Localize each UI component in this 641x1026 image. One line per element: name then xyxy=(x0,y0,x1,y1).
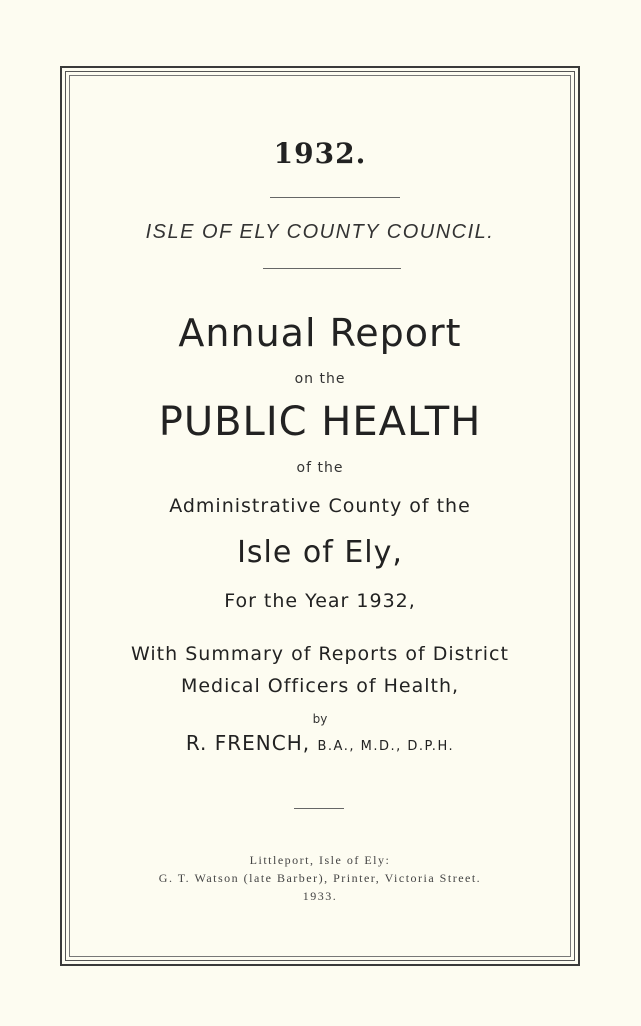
imprint-printer: G. T. Watson (late Barber), Printer, Victoria Street. xyxy=(158,871,482,885)
connector-of-the: of the xyxy=(296,460,344,476)
author-name: R. FRENCH, xyxy=(185,731,311,755)
summary-line-2: Medical Officers of Health, xyxy=(180,675,460,697)
divider-rule-bottom xyxy=(294,808,344,809)
administrative-county: Administrative County of the xyxy=(169,495,471,517)
imprint-place: Littleport, Isle of Ely: xyxy=(249,853,391,867)
connector-on-the: on the xyxy=(294,371,346,387)
report-subject: PUBLIC HEALTH xyxy=(158,399,482,445)
report-title: Annual Report xyxy=(178,311,462,355)
summary-line-1: With Summary of Reports of District xyxy=(131,643,509,665)
divider-rule-top xyxy=(270,197,400,198)
by-label: by xyxy=(312,712,328,726)
title-page xyxy=(69,75,571,957)
report-year: 1932. xyxy=(273,137,367,170)
council-name: ISLE OF ELY COUNTY COUNCIL. xyxy=(145,221,495,243)
divider-rule-middle xyxy=(263,268,401,269)
county-name: Isle of Ely, xyxy=(237,535,403,570)
author-qualifications: B.A., M.D., D.P.H. xyxy=(317,739,455,754)
author xyxy=(69,731,571,755)
for-the-year: For the Year 1932, xyxy=(224,590,416,612)
imprint-year: 1933. xyxy=(302,889,338,903)
